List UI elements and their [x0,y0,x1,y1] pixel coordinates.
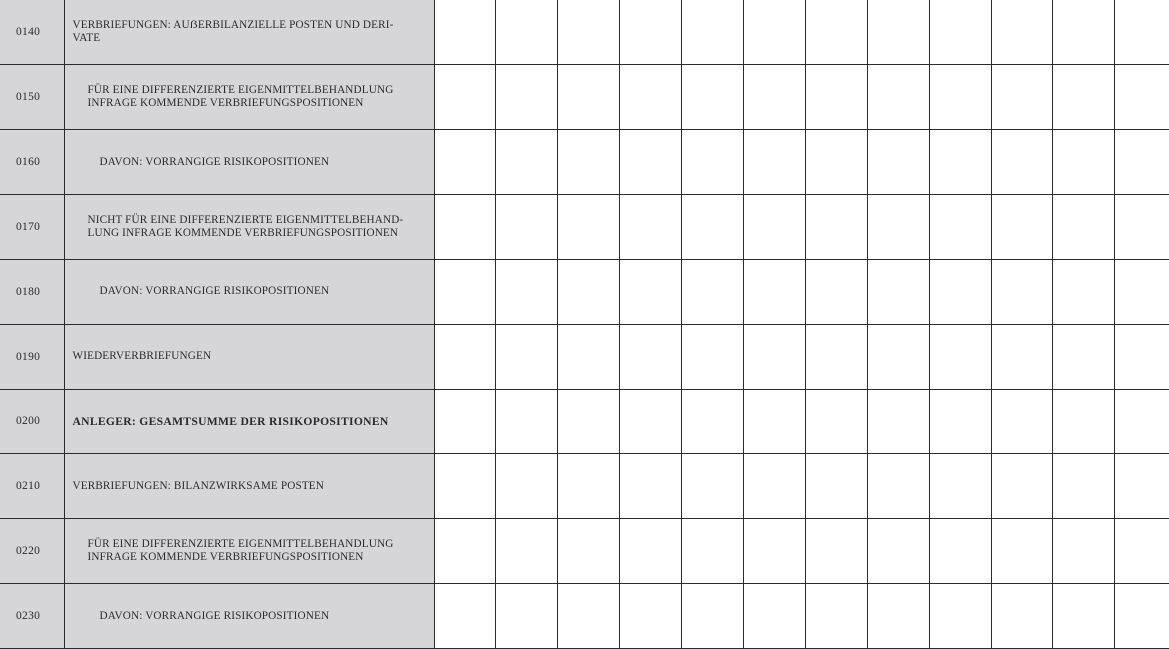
data-cell[interactable] [558,454,620,519]
table-row [0,259,1169,324]
data-cell[interactable] [743,65,805,130]
table-row [0,389,1169,454]
data-cell[interactable] [682,519,744,584]
data-cell[interactable] [743,454,805,519]
row-code: 0150 [0,65,64,130]
row-label: DAVON: VORRANGIGE RISIKOPOSITIONEN [64,130,434,195]
data-cell[interactable] [434,195,496,260]
table-row [0,454,1169,519]
row-code: 0180 [0,259,64,324]
data-cell[interactable] [682,259,744,324]
data-cell[interactable] [682,65,744,130]
table-row [0,195,1169,260]
row-label: DAVON: VORRANGIGE RISIKOPOSITIONEN [64,259,434,324]
data-cell[interactable] [496,389,558,454]
data-cell[interactable] [805,454,867,519]
data-cell[interactable] [1115,519,1169,584]
data-cell[interactable] [867,454,929,519]
data-cell[interactable] [1115,454,1169,519]
data-cell[interactable] [558,389,620,454]
data-cell[interactable] [867,259,929,324]
data-cell[interactable] [1115,195,1169,260]
data-cell[interactable] [496,65,558,130]
data-cell[interactable] [434,454,496,519]
data-cell[interactable] [991,130,1053,195]
data-cell[interactable] [867,65,929,130]
data-cell[interactable] [1053,259,1115,324]
data-cell[interactable] [991,389,1053,454]
data-cell[interactable] [867,0,929,65]
data-cell[interactable] [558,584,620,649]
data-cell[interactable] [743,324,805,389]
data-cell[interactable] [929,519,991,584]
data-cell[interactable] [434,259,496,324]
row-code: 0210 [0,454,64,519]
data-cell[interactable] [434,65,496,130]
data-cell[interactable] [496,519,558,584]
data-cell[interactable] [991,0,1053,65]
row-label: VERBRIEFUNGEN: BILANZWIRKSAME POSTEN [64,454,434,519]
data-cell[interactable] [867,195,929,260]
data-cell[interactable] [1115,389,1169,454]
table-row [0,0,1169,65]
data-cell[interactable] [929,195,991,260]
row-label: NICHT FÜR EINE DIFFERENZIERTE EIGENMITTELBEHAND- LUNG INFRAGE KOMMENDE VERBRIEFUNGSPOSITIONEN [64,195,434,260]
data-cell[interactable] [743,259,805,324]
data-cell[interactable] [805,584,867,649]
row-label: FÜR EINE DIFFERENZIERTE EIGENMITTELBEHANDLUNG INFRAGE KOMMENDE VERBRIEFUNGSPOSITIONEN [64,65,434,130]
row-code: 0220 [0,519,64,584]
data-cell[interactable] [1115,584,1169,649]
data-cell[interactable] [620,130,682,195]
data-cell[interactable] [805,259,867,324]
data-cell[interactable] [991,259,1053,324]
row-label: FÜR EINE DIFFERENZIERTE EIGENMITTELBEHANDLUNG INFRAGE KOMMENDE VERBRIEFUNGSPOSITIONEN [64,519,434,584]
data-cell[interactable] [682,130,744,195]
data-cell[interactable] [743,130,805,195]
data-cell[interactable] [991,454,1053,519]
data-cell[interactable] [682,584,744,649]
data-cell[interactable] [558,519,620,584]
data-cell[interactable] [558,324,620,389]
data-cell[interactable] [1115,324,1169,389]
data-cell[interactable] [496,195,558,260]
data-cell[interactable] [620,389,682,454]
data-cell[interactable] [682,324,744,389]
data-cell[interactable] [991,65,1053,130]
data-cell[interactable] [1115,65,1169,130]
data-cell[interactable] [805,130,867,195]
data-cell[interactable] [558,259,620,324]
row-code: 0190 [0,324,64,389]
data-cell[interactable] [867,130,929,195]
data-cell[interactable] [558,0,620,65]
data-cell[interactable] [743,519,805,584]
data-cell[interactable] [929,454,991,519]
data-cell[interactable] [1053,454,1115,519]
data-cell[interactable] [620,195,682,260]
table-row [0,65,1169,130]
data-cell[interactable] [929,259,991,324]
data-cell[interactable] [1053,389,1115,454]
table-row [0,584,1169,649]
data-cell[interactable] [867,519,929,584]
data-cell[interactable] [434,584,496,649]
data-cell[interactable] [620,454,682,519]
data-cell[interactable] [867,324,929,389]
data-cell[interactable] [929,584,991,649]
data-cell[interactable] [620,65,682,130]
data-cell[interactable] [682,454,744,519]
data-cell[interactable] [1115,259,1169,324]
data-cell[interactable] [620,324,682,389]
data-cell[interactable] [1053,65,1115,130]
row-label: WIEDERVERBRIEFUNGEN [64,324,434,389]
data-cell[interactable] [434,519,496,584]
data-cell[interactable] [434,389,496,454]
data-cell[interactable] [1053,519,1115,584]
data-cell[interactable] [743,0,805,65]
data-cell[interactable] [682,389,744,454]
data-cell[interactable] [620,519,682,584]
data-cell[interactable] [620,0,682,65]
data-cell[interactable] [682,195,744,260]
data-cell[interactable] [496,324,558,389]
data-cell[interactable] [1115,0,1169,65]
data-cell[interactable] [805,0,867,65]
data-cell[interactable] [434,130,496,195]
data-cell[interactable] [991,519,1053,584]
table-row [0,130,1169,195]
row-label: ANLEGER: GESAMTSUMME DER RISIKOPOSITIONEN [64,389,434,454]
data-cell[interactable] [558,130,620,195]
data-cell[interactable] [805,65,867,130]
data-cell[interactable] [805,195,867,260]
data-cell[interactable] [867,584,929,649]
data-cell[interactable] [1053,195,1115,260]
row-code: 0140 [0,0,64,65]
row-code: 0160 [0,130,64,195]
data-cell[interactable] [434,324,496,389]
data-cell[interactable] [1053,324,1115,389]
data-cell[interactable] [620,259,682,324]
row-label: DAVON: VORRANGIGE RISIKOPOSITIONEN [64,584,434,649]
row-code: 0230 [0,584,64,649]
data-cell[interactable] [496,454,558,519]
data-cell[interactable] [496,0,558,65]
data-cell[interactable] [682,0,744,65]
data-cell[interactable] [805,519,867,584]
data-cell[interactable] [805,324,867,389]
data-cell[interactable] [496,130,558,195]
data-cell[interactable] [929,130,991,195]
row-label: VERBRIEFUNGEN: AUẞERBILANZIELLE POSTEN UND DERI- VATE [64,0,434,65]
data-cell[interactable] [991,584,1053,649]
data-cell[interactable] [743,389,805,454]
data-cell[interactable] [1053,584,1115,649]
row-code: 0170 [0,195,64,260]
data-cell[interactable] [558,65,620,130]
data-cell[interactable] [867,389,929,454]
data-cell[interactable] [1115,130,1169,195]
data-cell[interactable] [1053,130,1115,195]
data-cell[interactable] [991,324,1053,389]
data-cell[interactable] [929,0,991,65]
data-cell[interactable] [496,259,558,324]
data-cell[interactable] [743,195,805,260]
data-cell[interactable] [929,65,991,130]
data-cell[interactable] [805,389,867,454]
data-cell[interactable] [434,0,496,65]
table-row [0,519,1169,584]
data-cell[interactable] [620,584,682,649]
data-cell[interactable] [929,324,991,389]
data-cell[interactable] [558,195,620,260]
table-row [0,324,1169,389]
row-code: 0200 [0,389,64,454]
data-cell[interactable] [496,584,558,649]
data-cell[interactable] [991,195,1053,260]
data-cell[interactable] [929,389,991,454]
data-cell[interactable] [743,584,805,649]
data-cell[interactable] [1053,0,1115,65]
